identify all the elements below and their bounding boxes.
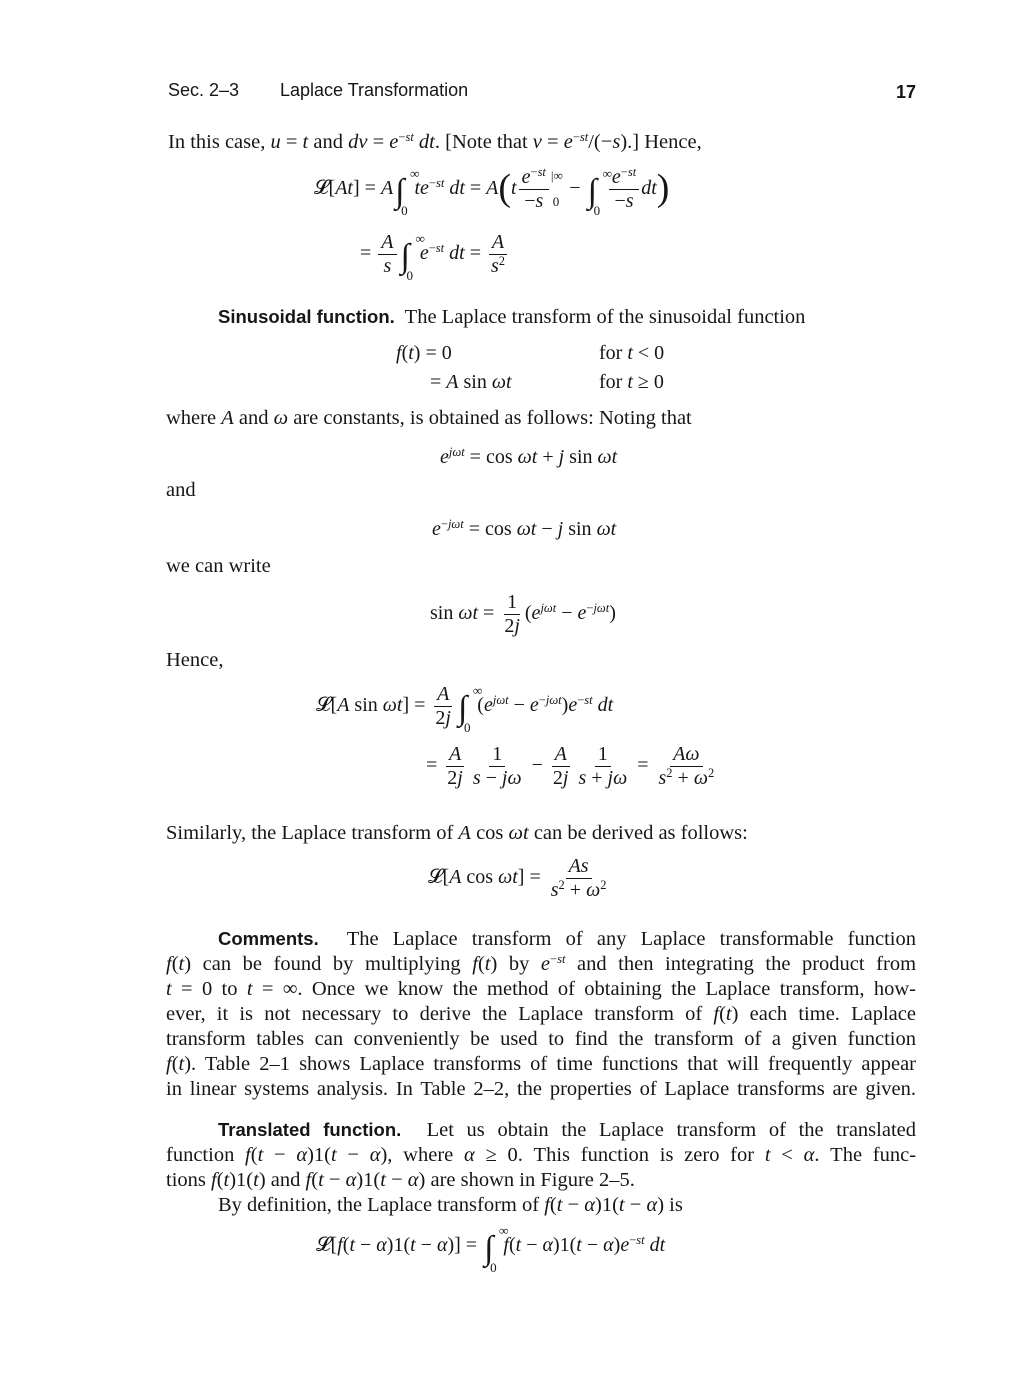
equation-laplace-sin-line2: = $\frac{A}{2j}$ $\frac{1}{s - j\omega}$ − $\frac{A}{2j}$ $\frac{1}{s + j\omega}$ = $\frac{A\omega}{s^2 + \omega^2}$ [426,743,715,789]
translated-heading: Translated function. [218,1119,402,1140]
sinusoidal-heading: Sinusoidal function. [218,306,395,327]
comments-line-4: ever, it is not necessary to derive the Laplace transform of f(t) each time. Laplace [166,1003,916,1025]
comments-line-6: f(t). Table 2–1 shows Laplace transforms of time functions that will frequently appear [166,1053,916,1075]
intro-line: In this case, u = t and dv = $e^{-st}$ dt. [Note that $v = e^{-st}/(-s)$.] Hence, [168,130,702,153]
euler-minus: $e^{-j\omega t} = \cos \omega t - j$ sin ωt [432,517,617,540]
translated-line-4: By definition, the Laplace transform of f(t − α)1(t − α) is [218,1194,683,1216]
similarly-text: Similarly, the Laplace transform of A cos ωt can be derived as follows: [166,822,748,844]
comments-line-2: f(t) can be found by multiplying f(t) by $e^{-st}$ and then integrating the product from [166,952,917,975]
page-number: 17 [896,82,917,102]
piecewise-case-2-condition: for t ≥ 0 [599,371,664,393]
translated-paragraph [166,1117,916,1218]
equation-laplace-At-line1: 𝓛[At] = A∫ ∞ 0 $te^{-st}$ dt = A(t $\frac{e^{-st}}{-s}$ |∞$_0$ − ∫ ∞ 0 $\frac{e^{-st}}{-s}$ dt) [314,165,670,218]
sinusoidal-lead: The Laplace transform of the sinusoidal function [404,306,806,328]
comments-line-7: in linear systems analysis. In Table 2–2, the properties of Laplace transforms are given. [166,1078,916,1100]
piecewise-case-2: = A sin ωt [430,371,512,393]
equation-laplace-At-line2: = $\frac{A}{s}$ ∫ ∞ 0 $e^{-st}$ dt = $\frac{A}{s^2}$ [360,232,510,277]
translated-line-2: function f(t − α)1(t − α), where α ≥ 0. This function is zero for t < α. The func- [166,1144,917,1166]
we-can-write-label: we can write [166,555,271,577]
translated-line-1: Translated function. Let us obtain the Laplace transform of the translated [218,1119,916,1141]
comments-line-5: transform tables can conveniently be used to find the transform of a given function [166,1028,916,1050]
comments-line-1: Comments. The Laplace transform of any Laplace transformable function [218,928,916,950]
piecewise-case-1-condition: for t < 0 [599,342,665,364]
equation-laplace-cos: 𝓛[A cos ωt] = $\frac{As}{s^2 + \omega^2}$ [428,855,607,901]
translated-line-3: tions f(t)1(t) and f(t − α)1(t − α) are shown in Figure 2–5. [166,1169,635,1191]
and-label: and [166,479,196,501]
piecewise-case-1: f(t) = 0 [396,342,452,364]
hence-label: Hence, [166,649,224,671]
sin-identity: sin ωt = $\frac{1}{2j}$ $(e^{j\omega t} - e^{-j\omega t})$ [430,591,616,637]
euler-plus: $e^{j\omega t} = \cos \omega t + j$ sin ωt [440,445,618,468]
sinusoidal-paragraph [218,306,805,329]
comments-line-3: t = 0 to t = ∞. Once we know the method of obtaining the Laplace transform, how- [166,978,916,1000]
section-label: Sec. 2–3 [168,80,240,100]
equation-laplace-sin-line1: 𝓛[A sin ωt] = $\frac{A}{2j}$ ∫ ∞ 0 $(e^{j\omega t} - e^{-j\omega t})e^{-st}$ dt [316,683,614,736]
comments-paragraph [166,926,916,1102]
equation-translated: 𝓛[f(t − α)1(t − α)] = ∫ ∞ 0 $f(t - \alpha)1(t - \alpha)e^{-st}$ dt [316,1223,666,1275]
running-title: Laplace Transformation [280,80,469,100]
where-text: where A and ω are constants, is obtained as follows: Noting that [166,407,692,429]
comments-heading: Comments. [218,928,319,949]
